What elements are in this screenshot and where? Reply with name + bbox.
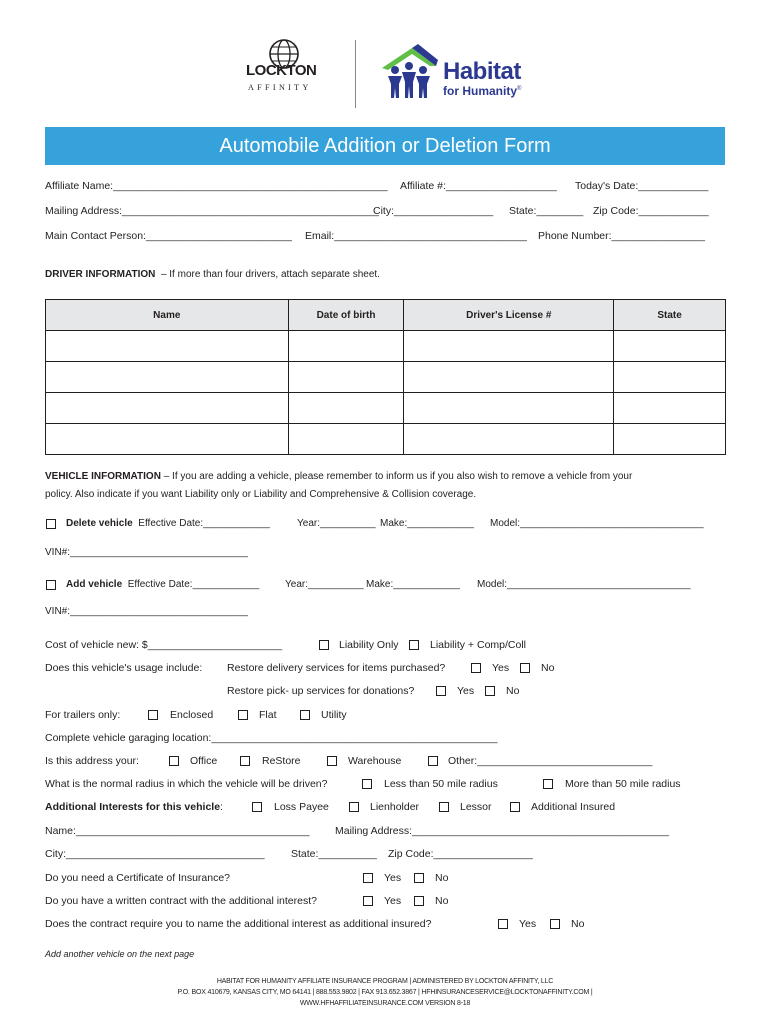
add-model-field[interactable]: Model:_________________________________: [477, 579, 691, 590]
table-row: [46, 393, 726, 424]
trailer-utility-checkbox[interactable]: [300, 710, 310, 720]
delete-model-field[interactable]: Model:_________________________________: [490, 518, 704, 529]
delete-vin-field[interactable]: VIN#:________________________________: [45, 547, 248, 558]
additional-insured-label: Additional Insured: [531, 801, 616, 813]
trailer-flat-label: Flat: [259, 709, 277, 721]
column-header: Date of birth: [288, 300, 404, 331]
delete-year-field[interactable]: Year:__________: [297, 518, 376, 529]
add-vehicle-label: Add vehicle Effective Date:____________: [66, 579, 260, 590]
pickup-no-checkbox[interactable]: [485, 686, 495, 696]
table-cell[interactable]: [614, 362, 726, 393]
delete-vehicle-checkbox[interactable]: [46, 519, 56, 529]
vehicle-info-heading: VEHICLE INFORMATION – If you are adding a vehicle, please remember to inform us if you also wish to remove a vehicle from your: [45, 471, 633, 482]
habitat-house-logo: [378, 44, 440, 100]
liability-comp-checkbox[interactable]: [409, 640, 419, 650]
pickup-yes-label: Yes: [457, 685, 475, 697]
delete-vehicle-label: Delete vehicle Effective Date:____________: [66, 518, 270, 529]
todays-date-field[interactable]: Today's Date:____________: [575, 180, 709, 192]
contract-yes-label: Yes: [384, 895, 402, 907]
liability-comp-label: Liability + Comp/Coll: [430, 639, 526, 651]
certificate-no-label: No: [435, 872, 449, 884]
address-restore-checkbox[interactable]: [240, 756, 250, 766]
certificate-no-checkbox[interactable]: [414, 873, 424, 883]
address-office-checkbox[interactable]: [169, 756, 179, 766]
next-page-note: Add another vehicle on the next page: [45, 949, 195, 959]
address-warehouse-label: Warehouse: [348, 755, 402, 767]
interest-city-field[interactable]: City:__________________________________: [45, 848, 265, 860]
city-field[interactable]: City:_________________: [373, 205, 494, 217]
address-other-field[interactable]: Other:______________________________: [448, 755, 653, 767]
table-cell[interactable]: [46, 331, 289, 362]
drivers-table-header: [46, 300, 726, 331]
zip-code-field[interactable]: Zip Code:____________: [593, 205, 709, 217]
contract-yes-checkbox[interactable]: [363, 896, 373, 906]
table-cell[interactable]: [46, 424, 289, 455]
contract-no-label: No: [435, 895, 449, 907]
address-office-label: Office: [190, 755, 218, 767]
certificate-yes-checkbox[interactable]: [363, 873, 373, 883]
lienholder-label: Lienholder: [370, 801, 420, 813]
loss-payee-checkbox[interactable]: [252, 802, 262, 812]
trailers-label: For trailers only:: [45, 709, 121, 721]
address-restore-label: ReStore: [262, 755, 301, 767]
delivery-yes-checkbox[interactable]: [471, 663, 481, 673]
address-type-label: Is this address your:: [45, 755, 139, 767]
table-row: [46, 424, 726, 455]
trailer-utility-label: Utility: [321, 709, 347, 721]
driver-info-heading: DRIVER INFORMATION – If more than four drivers, attach separate sheet.: [45, 269, 380, 280]
usage-question: Does this vehicle's usage include:: [45, 662, 203, 674]
affiliate-number-field[interactable]: Affiliate #:___________________: [400, 180, 557, 192]
contract-no-checkbox[interactable]: [414, 896, 424, 906]
mailing-address-field[interactable]: Mailing Address:____________________________________________: [45, 205, 379, 217]
certificate-yes-label: Yes: [384, 872, 402, 884]
address-other-checkbox[interactable]: [428, 756, 438, 766]
pickup-yes-checkbox[interactable]: [436, 686, 446, 696]
lockton-logo-text: LOCKTON: [246, 62, 317, 79]
form-title: Automobile Addition or Deletion Form: [219, 135, 551, 157]
add-vin-field[interactable]: VIN#:________________________________: [45, 606, 248, 617]
delete-make-field[interactable]: Make:____________: [380, 518, 474, 529]
restore-pickup-question: Restore pick- up services for donations?: [227, 685, 415, 697]
logo-divider: [355, 40, 356, 108]
table-cell[interactable]: [614, 393, 726, 424]
state-field[interactable]: State:________: [509, 205, 584, 217]
footer-line-2: P.O. BOX 410679, KANSAS CITY, MO 64141 | 888.553.9802 | FAX 913.652.3867 | HFHINSURANCESERVICE@LOCKTONAFFINITY.COM |: [177, 989, 593, 996]
trailer-enclosed-label: Enclosed: [170, 709, 214, 721]
radius-more-checkbox[interactable]: [543, 779, 553, 789]
table-cell[interactable]: [288, 424, 404, 455]
certificate-question: Do you need a Certificate of Insurance?: [45, 872, 231, 884]
radius-less-checkbox[interactable]: [362, 779, 372, 789]
radius-question: What is the normal radius in which the vehicle will be driven?: [45, 778, 328, 790]
delivery-no-label: No: [541, 662, 555, 674]
additional-insured-checkbox[interactable]: [510, 802, 520, 812]
phone-number-field[interactable]: Phone Number:________________: [538, 230, 705, 242]
radius-less-label: Less than 50 mile radius: [384, 778, 498, 790]
cost-of-vehicle-field[interactable]: Cost of vehicle new: $_______________________: [45, 639, 283, 651]
table-cell[interactable]: [614, 424, 726, 455]
table-cell[interactable]: [288, 393, 404, 424]
column-header: State: [614, 300, 726, 331]
lessor-checkbox[interactable]: [439, 802, 449, 812]
column-header: Name: [46, 300, 289, 331]
affiliate-name-field[interactable]: Affiliate Name:_______________________________________________: [45, 180, 388, 192]
table-cell[interactable]: [614, 331, 726, 362]
restore-delivery-question: Restore delivery services for items purchased?: [227, 662, 446, 674]
footer-line-1: HABITAT FOR HUMANITY AFFILIATE INSURANCE PROGRAM | ADMINISTERED BY LOCKTON AFFINITY, LLC: [216, 978, 554, 985]
insured-yes-checkbox[interactable]: [498, 919, 508, 929]
interest-mailing-field[interactable]: Mailing Address:____________________________________________: [335, 825, 669, 837]
table-row: [46, 331, 726, 362]
table-cell[interactable]: [404, 393, 614, 424]
table-cell[interactable]: [404, 362, 614, 393]
drivers-table: [45, 299, 726, 455]
insured-question: Does the contract require you to name the additional interest as additional insured?: [45, 918, 432, 930]
table-cell[interactable]: [46, 362, 289, 393]
radius-more-label: More than 50 mile radius: [565, 778, 681, 790]
liability-only-label: Liability Only: [339, 639, 399, 651]
table-cell[interactable]: [288, 331, 404, 362]
table-cell[interactable]: [288, 362, 404, 393]
insured-no-label: No: [571, 918, 585, 930]
pickup-no-label: No: [506, 685, 520, 697]
main-contact-field[interactable]: Main Contact Person:_________________________: [45, 230, 292, 242]
table-cell[interactable]: [404, 424, 614, 455]
delivery-no-checkbox[interactable]: [520, 663, 530, 673]
interest-name-field[interactable]: Name:________________________________________: [45, 825, 310, 837]
affinity-logo-text: AFFINITY: [248, 83, 312, 92]
contract-question: Do you have a written contract with the additional interest?: [45, 895, 317, 907]
email-field[interactable]: Email:_________________________________: [305, 230, 527, 242]
interest-state-field[interactable]: State:__________: [291, 848, 377, 860]
garaging-location-field[interactable]: Complete vehicle garaging location:_________________________________________________: [45, 732, 498, 744]
form-title-banner: [45, 127, 725, 165]
lessor-label: Lessor: [460, 801, 492, 813]
additional-interests-label: Additional Interests for this vehicle:: [45, 801, 223, 813]
table-cell[interactable]: [404, 331, 614, 362]
habitat-logo-subtext: for Humanity®: [443, 84, 522, 98]
insured-yes-label: Yes: [519, 918, 537, 930]
table-cell[interactable]: [46, 393, 289, 424]
trailer-flat-checkbox[interactable]: [238, 710, 248, 720]
lienholder-checkbox[interactable]: [349, 802, 359, 812]
interest-zip-field[interactable]: Zip Code:_________________: [388, 848, 533, 860]
vehicle-info-note: policy. Also indicate if you want Liability only or Liability and Comprehensive & Collision coverage.: [45, 489, 477, 500]
column-header: Driver's License #: [404, 300, 614, 331]
insured-no-checkbox[interactable]: [550, 919, 560, 929]
footer-line-3: WWW.HFHAFFILIATEINSURANCE.COM VERSION 8-18: [299, 1000, 471, 1007]
liability-only-checkbox[interactable]: [319, 640, 329, 650]
add-year-field[interactable]: Year:__________: [285, 579, 364, 590]
habitat-logo-text: Habitat: [443, 58, 521, 85]
add-make-field[interactable]: Make:____________: [366, 579, 460, 590]
table-row: [46, 362, 726, 393]
loss-payee-label: Loss Payee: [274, 801, 329, 813]
trailer-enclosed-checkbox[interactable]: [148, 710, 158, 720]
delivery-yes-label: Yes: [492, 662, 510, 674]
address-warehouse-checkbox[interactable]: [327, 756, 337, 766]
add-vehicle-checkbox[interactable]: [46, 580, 56, 590]
